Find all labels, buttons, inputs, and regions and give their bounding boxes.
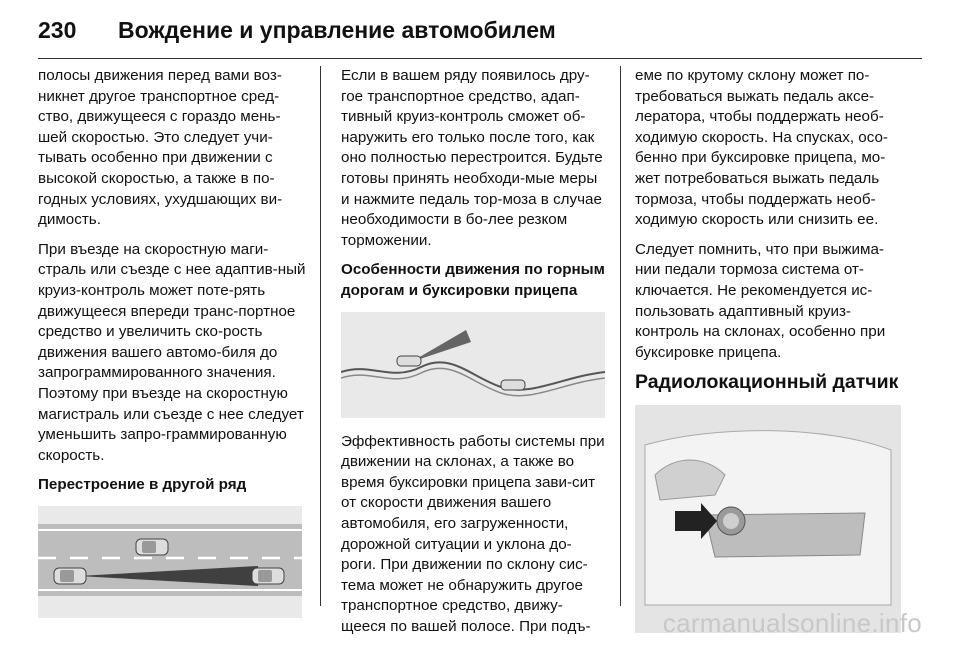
section-heading-mountain-roads: Особенности движения по горным дорогам и буксировки прицепа bbox=[341, 261, 605, 299]
paragraph: Следует помнить, что при выжима-нии педали тормоза система от-ключается. Не рекомендуется ис-пользовать адаптивный круиз-контроль на склонах, особенно при буксировке прицепа. bbox=[635, 240, 886, 361]
paragraph: еме по крутому склону может по-требоваться выжать педаль аксе-лератора, чтобы поддержать необ-ходимую скорость. На спусках, осо-бенно при буксировке прицепа, мо-жет потребоваться выжать педаль тормоза, чтобы поддержать необ-ходимую скорость или снизить ее. bbox=[635, 67, 888, 229]
header-divider bbox=[38, 58, 922, 59]
car-icon bbox=[397, 356, 421, 366]
page-title: Вождение и управление автомобилем bbox=[118, 16, 556, 43]
column-2 bbox=[341, 66, 605, 646]
car-icon bbox=[136, 539, 168, 555]
page-header bbox=[38, 10, 556, 50]
paragraph: Эффективность работы системы при движении на склонах, а также во время буксировки прицепа зави-сит от скорости движения вашего автомобиля, его загруженности, дорожной ситуации и уклона до-роги. При движении по склону сис-тема может не обнаружить другое транспортное средство, движу-щееся по вашей полосе. При подъ- bbox=[341, 432, 605, 635]
paragraph: Если в вашем ряду появилось дру-гое транспортное средство, адап-тивный круиз-контроль сможет об-наружить его только после того, как оно полностью перестроится. Будьте готовы принять необходи-мые меры и нажмите педаль тор-моза в случае необходимости в бо-лее резком торможении. bbox=[341, 67, 603, 249]
car-icon bbox=[54, 568, 86, 584]
paragraph: При въезде на скоростную маги-страль или съезде с нее адаптив-ный круиз-контроль может поте-рять движущееся впереди транс-портное средство и увеличить ско-рость движения вашего автомо-биля до запрограммированного значения. Поэтому при въезде на скоростную магистраль или съезде с нее следует уменьшить запро-граммированную скорость. bbox=[38, 240, 306, 464]
column-divider bbox=[620, 66, 621, 606]
column-divider bbox=[320, 66, 321, 606]
column-1 bbox=[38, 66, 306, 632]
car-icon bbox=[501, 380, 525, 390]
column-3 bbox=[635, 66, 903, 647]
section-heading-radar-sensor: Радиолокационный датчик bbox=[635, 371, 899, 394]
lane-change-illustration bbox=[38, 506, 302, 618]
car-icon bbox=[252, 568, 284, 584]
radar-sensor-illustration bbox=[635, 405, 901, 633]
paragraph: полосы движения перед вами воз-никнет другое транспортное сред-ство, движущееся с гораздо мень-шей скоростью. Это следует учи-тывать особенно при движении с высокой скоростью, а также в по-годных условиях, ухудшающих ви-димость. bbox=[38, 67, 283, 229]
section-heading-lane-change: Перестроение в другой ряд bbox=[38, 476, 247, 494]
page-number: 230 bbox=[38, 16, 77, 43]
radar-sensor-icon bbox=[717, 507, 745, 535]
hill-road-illustration bbox=[341, 312, 605, 418]
watermark: carmanualsonline.info bbox=[662, 608, 922, 638]
